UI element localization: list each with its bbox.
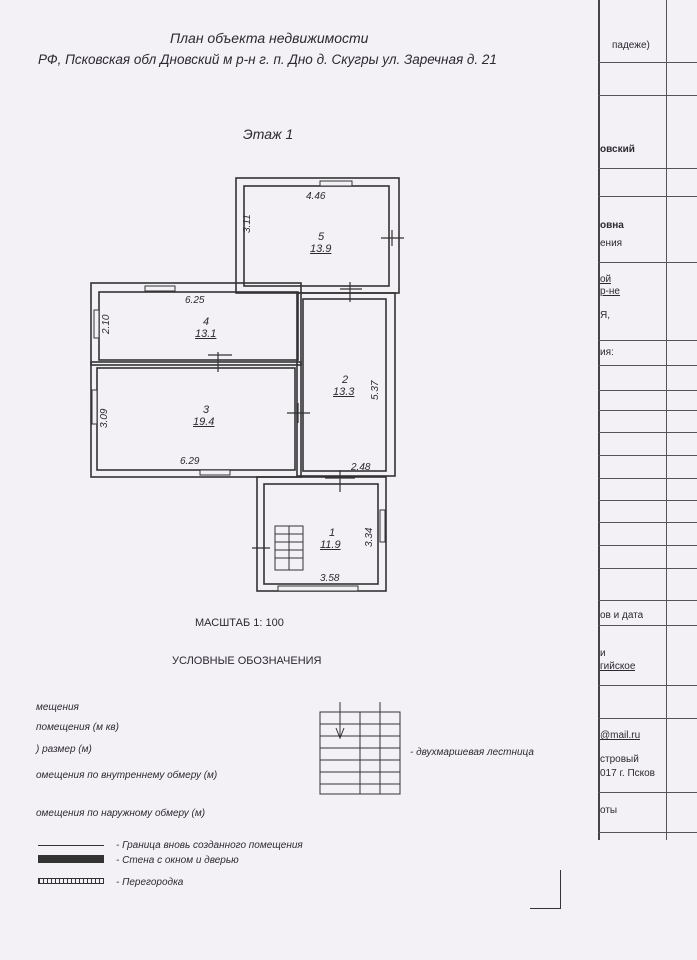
right-strip-text: и xyxy=(600,648,606,659)
corner-mark xyxy=(530,908,561,909)
legend-partition: - Перегородка xyxy=(116,877,184,888)
dim-room-3-height: 3.09 xyxy=(99,408,110,428)
room-5-area: 13.9 xyxy=(310,243,332,255)
right-strip-border xyxy=(666,0,667,840)
right-strip-text: стровый xyxy=(600,754,639,765)
legend-item: мещения xyxy=(36,702,79,713)
right-strip-text: 017 г. Псков xyxy=(600,768,655,779)
staircase-symbol xyxy=(312,698,407,798)
legend-wall: - Стена с окном и дверью xyxy=(116,855,239,866)
dim-room-2-height: 5.37 xyxy=(370,380,381,400)
room-2-area: 13.3 xyxy=(333,386,355,398)
partition-line-symbol xyxy=(38,878,104,884)
room-3-number: 3 xyxy=(203,404,210,416)
dim-room-4-width: 6.25 xyxy=(185,295,205,306)
right-strip-text: гийское xyxy=(600,661,636,672)
legend-staircase: - двухмаршевая лестница xyxy=(410,747,534,758)
right-strip-border xyxy=(598,0,600,840)
dim-room-1-width: 3.58 xyxy=(320,573,340,584)
address: РФ, Псковская обл Дновский м р-н г. п. Дно д. Скугры ул. Заречная д. 21 xyxy=(38,52,497,67)
room-1-area: 11.9 xyxy=(320,539,341,551)
dim-room-4-height: 2.10 xyxy=(101,314,112,334)
right-strip-text: овна xyxy=(600,220,624,231)
new-room-line-symbol xyxy=(38,845,104,846)
legend-item: омещения по внутреннему обмеру (м) xyxy=(36,770,218,781)
dim-room-5-width: 4.46 xyxy=(306,191,326,202)
plan-title: План объекта недвижимости xyxy=(170,30,369,46)
right-strip-text: оты xyxy=(600,805,618,816)
right-strip-text: ой xyxy=(600,274,612,285)
room-3-area: 19.4 xyxy=(193,416,215,428)
right-strip-text: ения xyxy=(600,238,623,249)
right-strip-text: @mail.ru xyxy=(600,730,641,741)
scale-label: МАСШТАБ 1: 100 xyxy=(195,617,284,629)
room-2-number: 2 xyxy=(342,374,349,386)
room-5-number: 5 xyxy=(318,231,325,243)
wall-line-symbol xyxy=(38,855,104,863)
dim-room-2-width: 2.48 xyxy=(351,462,371,473)
dim-room-5-height: 3.11 xyxy=(242,214,253,233)
right-strip-text: падеже) xyxy=(612,40,650,51)
room-4-area: 13.1 xyxy=(195,328,217,340)
legend-item: помещения (м кв) xyxy=(36,722,119,733)
legend-item: ) размер (м) xyxy=(36,744,92,755)
floor-label: Этаж 1 xyxy=(243,126,294,142)
corner-mark xyxy=(560,870,561,908)
right-strip-text: овский xyxy=(600,144,635,155)
right-strip-text: Я, xyxy=(600,310,610,321)
right-strip-text: ия: xyxy=(600,347,614,358)
room-1-number: 1 xyxy=(329,527,336,539)
right-strip-text: ов и дата xyxy=(600,610,644,621)
legend-title: УСЛОВНЫЕ ОБОЗНАЧЕНИЯ xyxy=(172,655,322,667)
legend-item: омещения по наружному обмеру (м) xyxy=(36,808,206,819)
dim-room-3-width: 6.29 xyxy=(180,456,200,467)
legend-new-room: - Граница вновь созданного помещения xyxy=(116,840,303,851)
right-strip-text: р-не xyxy=(600,286,620,297)
dim-room-1-height: 3.34 xyxy=(364,527,375,547)
room-4-number: 4 xyxy=(203,316,210,328)
